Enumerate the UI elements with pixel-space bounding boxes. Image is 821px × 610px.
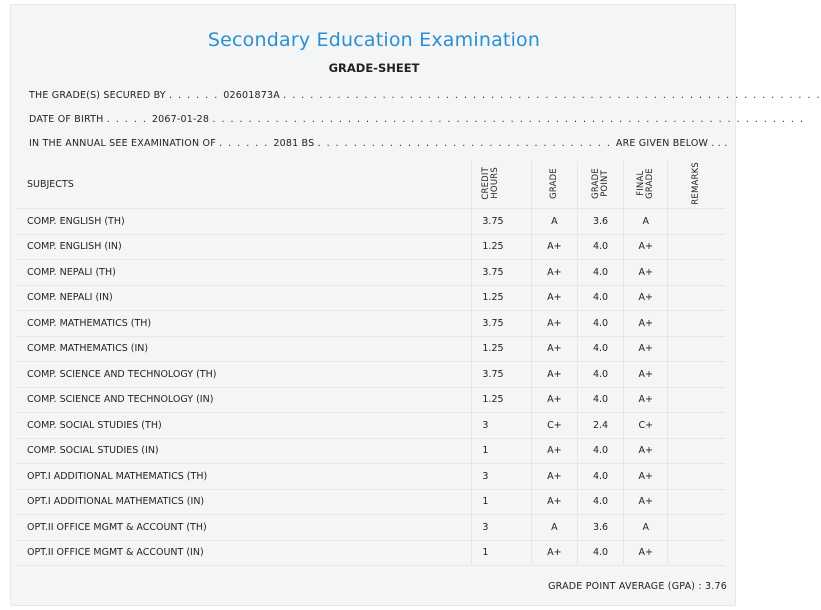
grade-point-cell: 4.0	[577, 336, 624, 362]
credit-hours-cell: 1	[472, 540, 532, 566]
subject-cell: COMP. SCIENCE AND TECHNOLOGY (IN)	[17, 387, 472, 413]
table-row	[17, 540, 725, 566]
grade-cell: A+	[532, 311, 578, 337]
grade-cell: A+	[532, 234, 578, 260]
grade-cell: A	[532, 209, 578, 235]
grade-cell: A+	[532, 540, 578, 566]
final-grade-cell: A+	[624, 336, 668, 362]
grade-point-cell: 3.6	[577, 209, 624, 235]
final-grade-cell: A+	[624, 285, 668, 311]
header-final-grade	[624, 161, 668, 209]
table-row	[17, 438, 725, 464]
credit-hours-cell: 3	[472, 413, 532, 439]
final-grade-cell: A+	[624, 234, 668, 260]
credit-hours-cell: 3	[472, 464, 532, 490]
credit-hours-cell: 1	[472, 438, 532, 464]
info-label: THE GRADE(S) SECURED BY	[29, 90, 166, 101]
remarks-cell	[668, 438, 725, 464]
gpa-label: GRADE POINT AVERAGE (GPA) :	[548, 581, 702, 592]
header-subjects: SUBJECTS	[17, 161, 472, 209]
final-grade-cell: A	[624, 209, 668, 235]
header-remarks-label: REMARKS	[691, 161, 702, 205]
gpa-summary	[548, 581, 727, 592]
grade-cell: A+	[532, 362, 578, 388]
credit-hours-cell: 1.25	[472, 285, 532, 311]
subject-cell: COMP. NEPALI (IN)	[17, 285, 472, 311]
page-title: Secondary Education Examination	[207, 29, 541, 51]
remarks-cell	[668, 260, 725, 286]
remarks-cell	[668, 464, 725, 490]
credit-hours-cell: 3.75	[472, 311, 532, 337]
grade-cell: A	[532, 515, 578, 541]
grade-cell: A+	[532, 387, 578, 413]
table-row	[17, 515, 725, 541]
table-row	[17, 311, 725, 337]
grade-point-cell: 4.0	[577, 260, 624, 286]
header-grade-point	[577, 161, 624, 209]
header-grade-label: GRADE	[548, 167, 559, 199]
table-row	[17, 209, 725, 235]
subject-cell: OPT.I ADDITIONAL MATHEMATICS (IN)	[17, 489, 472, 515]
info-suffix: ARE GIVEN BELOW . . .	[615, 138, 728, 149]
header-credit-hours	[472, 161, 532, 209]
subject-cell: COMP. ENGLISH (TH)	[17, 209, 472, 235]
grade-point-cell: 2.4	[577, 413, 624, 439]
grade-point-cell: 4.0	[577, 311, 624, 337]
info-label: DATE OF BIRTH	[29, 114, 104, 125]
remarks-cell	[668, 387, 725, 413]
grade-cell: A+	[532, 336, 578, 362]
grade-point-cell: 4.0	[577, 285, 624, 311]
grade-point-cell: 4.0	[577, 438, 624, 464]
remarks-cell	[668, 413, 725, 439]
info-label: IN THE ANNUAL SEE EXAMINATION OF	[29, 138, 216, 149]
credit-hours-cell: 3.75	[472, 362, 532, 388]
table-header-row	[17, 161, 725, 209]
remarks-cell	[668, 311, 725, 337]
table-row	[17, 336, 725, 362]
grade-cell: A+	[532, 438, 578, 464]
table-row	[17, 234, 725, 260]
grade-cell: A+	[532, 489, 578, 515]
final-grade-cell: A+	[624, 540, 668, 566]
date-of-birth: 2067-01-28	[151, 114, 210, 125]
credit-hours-cell: 1	[472, 489, 532, 515]
final-grade-cell: A	[624, 515, 668, 541]
final-grade-cell: A+	[624, 464, 668, 490]
header-grade-point-label: GRADE POINT	[590, 167, 610, 199]
credit-hours-cell: 1.25	[472, 387, 532, 413]
subject-cell: COMP. MATHEMATICS (IN)	[17, 336, 472, 362]
header-final-grade-label: FINAL GRADE	[635, 167, 655, 199]
info-line-grade-secured: THE GRADE(S) SECURED BY . . . . . . 02601873A . . . . . . . . . . . . . . . . . . . . . . . . . . . . . . . . . . . . . . . . . . . . . . . . . . . . . . . . . . . .	[29, 90, 821, 101]
remarks-cell	[668, 515, 725, 541]
subject-cell: COMP. ENGLISH (IN)	[17, 234, 472, 260]
grade-cell: C+	[532, 413, 578, 439]
grade-cell: A+	[532, 260, 578, 286]
final-grade-cell: A+	[624, 489, 668, 515]
final-grade-cell: A+	[624, 438, 668, 464]
subject-cell: COMP. NEPALI (TH)	[17, 260, 472, 286]
grade-point-cell: 4.0	[577, 540, 624, 566]
grade-point-cell: 4.0	[577, 234, 624, 260]
credit-hours-cell: 3.75	[472, 209, 532, 235]
grade-cell: A+	[532, 285, 578, 311]
remarks-cell	[668, 540, 725, 566]
header-grade	[532, 161, 578, 209]
grade-cell: A+	[532, 464, 578, 490]
table-row	[17, 285, 725, 311]
final-grade-cell: A+	[624, 362, 668, 388]
page-subtitle: GRADE-SHEET	[328, 61, 420, 75]
table-row	[17, 260, 725, 286]
final-grade-cell: A+	[624, 311, 668, 337]
header-credit-hours-label: CREDIT HOURS	[481, 166, 501, 200]
table-row	[17, 413, 725, 439]
gpa-value: 3.76	[705, 581, 727, 592]
final-grade-cell: C+	[624, 413, 668, 439]
info-line-dob: DATE OF BIRTH . . . . . 2067-01-28 . . . . . . . . . . . . . . . . . . . . . . . . . . . . . . . . . . . . . . . . . . . . . . . . . . . . . . . . . . . . . . . . . .	[29, 114, 805, 125]
table-row	[17, 362, 725, 388]
subject-cell: COMP. SOCIAL STUDIES (TH)	[17, 413, 472, 439]
subject-cell: OPT.II OFFICE MGMT & ACCOUNT (IN)	[17, 540, 472, 566]
final-grade-cell: A+	[624, 260, 668, 286]
table-row	[17, 489, 725, 515]
remarks-cell	[668, 285, 725, 311]
remarks-cell	[668, 209, 725, 235]
table-row	[17, 387, 725, 413]
grade-point-cell: 4.0	[577, 464, 624, 490]
grade-point-cell: 4.0	[577, 387, 624, 413]
grade-point-cell: 4.0	[577, 489, 624, 515]
exam-year: 2081 BS	[273, 138, 315, 149]
grades-table	[17, 161, 725, 566]
subject-cell: OPT.II OFFICE MGMT & ACCOUNT (TH)	[17, 515, 472, 541]
remarks-cell	[668, 489, 725, 515]
credit-hours-cell: 3	[472, 515, 532, 541]
remarks-cell	[668, 336, 725, 362]
grade-sheet	[10, 4, 821, 606]
remarks-cell	[668, 362, 725, 388]
grade-point-cell: 3.6	[577, 515, 624, 541]
symbol-number: 02601873A	[223, 90, 280, 101]
remarks-cell	[668, 234, 725, 260]
grade-point-cell: 4.0	[577, 362, 624, 388]
credit-hours-cell: 3.75	[472, 260, 532, 286]
subject-cell: OPT.I ADDITIONAL MATHEMATICS (TH)	[17, 464, 472, 490]
table-row	[17, 464, 725, 490]
final-grade-cell: A+	[624, 387, 668, 413]
subject-cell: COMP. MATHEMATICS (TH)	[17, 311, 472, 337]
subject-cell: COMP. SOCIAL STUDIES (IN)	[17, 438, 472, 464]
subject-cell: COMP. SCIENCE AND TECHNOLOGY (TH)	[17, 362, 472, 388]
header-remarks	[668, 161, 725, 209]
credit-hours-cell: 1.25	[472, 234, 532, 260]
credit-hours-cell: 1.25	[472, 336, 532, 362]
info-line-exam: IN THE ANNUAL SEE EXAMINATION OF . . . . . . 2081 BS . . . . . . . . . . . . . . . . . . . . . . . . . . . . . . . . . ARE GIVEN BELOW . . .	[29, 138, 728, 149]
